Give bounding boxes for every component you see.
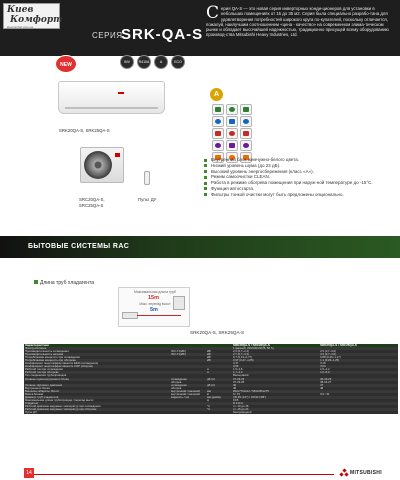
logo-line-3: kievcomfort.com.ua <box>7 25 34 29</box>
spec-cell: 1 фазный, 220/230/240 В, 50 Гц <box>233 347 274 351</box>
spec-cell: 15/5 <box>233 398 239 402</box>
spec-cell: 1,5~3,6 <box>233 368 243 372</box>
pipe-max-length-value: 15m <box>148 295 160 301</box>
spec-cell: 47 <box>320 383 324 387</box>
mitsubishi-logo-icon <box>340 469 348 476</box>
feature-item: Функция автостарта. <box>204 186 398 192</box>
spec-row <box>24 411 398 414</box>
spec-cell: м <box>207 398 209 402</box>
spec-cell: 37-33-23 <box>233 377 245 381</box>
fan-icon <box>226 116 238 127</box>
spec-cell: Внутреннего блока <box>25 386 50 390</box>
spec-cell: SRK25QA-S / SRC25QA-S <box>320 344 357 347</box>
spec-cell: кВт <box>207 356 212 360</box>
footer-rule <box>24 474 334 475</box>
timer-icon <box>240 104 252 115</box>
spec-cell: Производительность охлаждения <box>25 350 69 354</box>
spec-cell: А <box>207 371 209 375</box>
spec-cell: Потребляемая мощность при охлаждении <box>25 356 80 360</box>
spec-cell: дБ (А) <box>207 383 215 387</box>
feature-item: Режим самоочистки CLEAN. <box>204 174 398 180</box>
spec-cell: обогрев <box>171 380 182 384</box>
refrigerant-badge: R410A <box>137 55 151 69</box>
spec-cell: 46 <box>233 383 237 387</box>
pipe-max-length-caption: Максимальная длина труб <box>134 290 176 294</box>
section-bar <box>0 236 400 258</box>
inverter-badge: INV <box>120 55 134 69</box>
silent-icon <box>212 128 224 139</box>
feature-item: Низкий уровень шума (до 23 дБ). <box>204 163 398 169</box>
spec-cell: 2,5 (0,7~3,0) <box>320 350 337 354</box>
spec-cell: внутренний / внешний <box>171 389 200 393</box>
spec-cell: 262х770х212 / 540х645х275 <box>233 389 269 393</box>
feature-list <box>204 157 398 198</box>
feature-item: Работа в режиме обогрева помещения при наруж-ной температуре до -15°С. <box>204 180 398 186</box>
eco-badge: ECO <box>171 55 185 69</box>
spec-cell: обогрев <box>171 386 182 390</box>
spec-cell: ∅6,35 (1/4") / ∅9,52 (3/8") <box>233 395 267 399</box>
spec-cell: 9,5 / 31 <box>320 392 330 396</box>
spec-cell: Рабочий диапазон наружных температур при охлаждении <box>25 404 101 408</box>
pipe-length-heading: Длина труб хладагента <box>34 280 94 286</box>
spec-cell: Масса блоков <box>25 392 44 396</box>
outdoor-unit-image <box>80 147 124 183</box>
spec-cell: 9 / 31 <box>233 392 240 396</box>
spec-cell: от -15 до 24 <box>233 407 249 411</box>
spec-cell: А <box>207 368 209 372</box>
logo-line-1: Киев <box>7 5 34 15</box>
cool-icon <box>212 140 224 151</box>
brand-name: MITSUBISHI <box>350 470 382 476</box>
spec-cell: °С <box>207 404 211 408</box>
energy-class-icon: A <box>210 88 223 101</box>
filter-icon <box>226 104 238 115</box>
outdoor-caption-line-1: SRC20QA-S, <box>79 197 105 202</box>
spec-cell: 46 <box>233 386 237 390</box>
pipe-max-height-value: 5m <box>150 307 158 313</box>
indoor-brand-mark <box>118 92 124 94</box>
page-number: 14 <box>24 468 34 478</box>
spec-cell: Коэффициент энергоэффективности COP (обогрев) <box>25 365 93 369</box>
auto-icon <box>226 140 238 151</box>
spec-cell: ISO-T1(кВт) <box>171 353 187 357</box>
outdoor-caption-line-2: SRC25QA-S <box>79 203 104 208</box>
indoor-grill <box>65 107 158 109</box>
spec-cell: Вальцовкой <box>233 374 249 378</box>
new-badge: NEW <box>55 55 77 73</box>
header-band <box>0 0 400 56</box>
night-icon <box>226 128 238 139</box>
class-badge: A <box>154 55 168 69</box>
spec-cell: °С <box>207 407 211 411</box>
spec-cell: Потребляемая мощность при обогреве <box>25 359 76 363</box>
spec-cell: 1,7~4,0 <box>233 371 243 375</box>
remote-caption: Пульт ДУ <box>138 197 157 202</box>
spec-cell: 1,1 (0,26~1,25) <box>320 359 340 363</box>
spec-cell: 1,6~5,0 <box>320 371 330 375</box>
spec-cell: кВт <box>207 359 212 363</box>
spec-cell: Коэффициент энергоэффективности EER (охлаждение) <box>25 362 99 366</box>
spec-cell <box>170 411 206 414</box>
spec-cell: R 410 A <box>233 401 243 405</box>
clean-icon <box>212 104 224 115</box>
spec-cell: 3,06 <box>233 365 239 369</box>
series-name: SRK-QA-S <box>121 26 204 43</box>
swing-icon <box>240 116 252 127</box>
spec-cell: 3,37 <box>233 362 239 366</box>
spec-cell: жидкость / газ <box>171 395 190 399</box>
intro-dropcap: С <box>206 3 220 23</box>
spec-cell: 38-34-27 <box>320 380 332 384</box>
spec-cell: Рабочий диапазон наружных температур при обогреве <box>25 407 97 411</box>
spec-cell: 3,16 <box>320 362 326 366</box>
intro-text: ерия QA-S — это новая серия инверторных конди-ционеров для установки в небольших помещениях от 15 до 35 м2. Серия была специально разрабо-тана для удовлетворения потребностей широкого круга по-купателей, поскольку отличается, пожалуй, наилучшим соотношением «цена - качество» на современном элима-тическом рынке и обладает высочайшей надежностью, традиционно присущей всему оборудованию производ-ства Mitsubishi Heavy Industries, Ltd. <box>206 6 389 38</box>
spec-cell: внутренний / внешний <box>171 392 200 396</box>
spec-table <box>24 344 398 466</box>
spec-cell: 48 <box>320 386 324 390</box>
spec-cell: 40-33-23 <box>320 377 332 381</box>
spec-cell <box>206 411 232 414</box>
spec-cell: Хладагент <box>25 401 39 405</box>
spec-cell: Максимальная длина трубопровода / перепад высот <box>25 398 94 402</box>
feature-item: Фильтры тонкой очистки могут быть предложены опционально. <box>204 192 398 198</box>
spec-cell: от -10 до 46 <box>233 404 249 408</box>
outdoor-unit-caption <box>79 197 105 209</box>
spec-cell: Пульт ДУ <box>25 411 37 415</box>
outdoor-fan <box>84 151 112 179</box>
feature-item: Внутренний блок жемчужно-белого цвета. <box>204 157 398 163</box>
pipe-model-caption: SRK20QA-S, SRK25QA-S <box>190 330 245 335</box>
spec-cell: кВт <box>207 350 212 354</box>
spec-cell: 1,5~4,2 <box>320 368 330 372</box>
kievcomfort-logo[interactable] <box>3 3 63 29</box>
feature-item: Высокий уровень энергосбережения (класс «А»). <box>204 169 398 175</box>
spec-cell: кг <box>207 392 210 396</box>
spec-cell: Диаметр труб хладагента <box>25 395 59 399</box>
spec-cell: Уровень звукового давления <box>25 383 63 387</box>
spec-cell: Рабочий ток при охлаждении <box>25 368 63 372</box>
spec-cell: 0,97 (0,27~1,05) <box>233 359 254 363</box>
pipe-line <box>137 315 181 316</box>
spec-cell: Характеристики <box>25 344 49 347</box>
spec-cell: Рабочий ток при обогреве <box>25 371 59 375</box>
logo-line-2: Комфорт <box>10 15 63 25</box>
spec-cell: Тип соединения трубопроводов <box>25 374 67 378</box>
pipe-max-height-caption: Макс. перепад высот <box>139 302 171 306</box>
spec-cell: 2,0 (0,7~2,4) <box>233 350 249 354</box>
section-title: БЫТОВЫЕ СИСТЕМЫ RAC <box>28 243 130 250</box>
spec-cell: дБ (А) <box>207 377 215 381</box>
spec-cell: Производительность нагрева <box>25 353 64 357</box>
spec-cell <box>319 411 398 414</box>
spec-cell: 0,7 (0,31~0,77) <box>233 356 253 360</box>
heat-icon <box>240 128 252 139</box>
remote-control-image <box>144 171 150 185</box>
spec-cell: 3,3 (0,7~4,0) <box>320 353 337 357</box>
spec-cell: ISO-T1(кВт) <box>171 350 187 354</box>
outdoor-brand-mark <box>115 153 120 157</box>
intro-paragraph <box>206 3 396 38</box>
indoor-unit-image <box>58 81 165 114</box>
spec-cell: 0,88 (0,26~1,17) <box>320 356 341 360</box>
pipe-indoor-unit <box>122 312 138 319</box>
spec-cell: 37-33-25 <box>233 380 245 384</box>
pipe-outdoor-unit <box>173 296 185 310</box>
spec-cell: Внешние габариты, Вхшхг <box>25 389 60 393</box>
spec-cell: мм (дюйм) <box>207 395 221 399</box>
spec-cell: Электропитание <box>25 347 47 351</box>
spec-cell: 2,7 (0,7~3,3) <box>233 353 249 357</box>
spec-cell: кВт <box>207 353 212 357</box>
pipe-diagram <box>118 287 190 327</box>
spec-cell: охлаждение <box>171 377 187 381</box>
series-prefix: СЕРИЯ <box>92 31 123 40</box>
spec-cell: беспроводной <box>233 411 252 415</box>
spec-cell: охлаждение <box>171 383 187 387</box>
eco-icon <box>212 116 224 127</box>
dry-icon <box>240 140 252 151</box>
spec-cell: 3,04 <box>320 365 326 369</box>
indoor-unit-caption: SRK20QA-S, SRK25QA-S <box>59 128 110 133</box>
spec-cell: Уровень шума внутреннего блока <box>25 377 69 381</box>
spec-cell: мм <box>207 389 211 393</box>
spec-cell: SRK20QA-S / SRC20QA-S <box>233 344 270 347</box>
